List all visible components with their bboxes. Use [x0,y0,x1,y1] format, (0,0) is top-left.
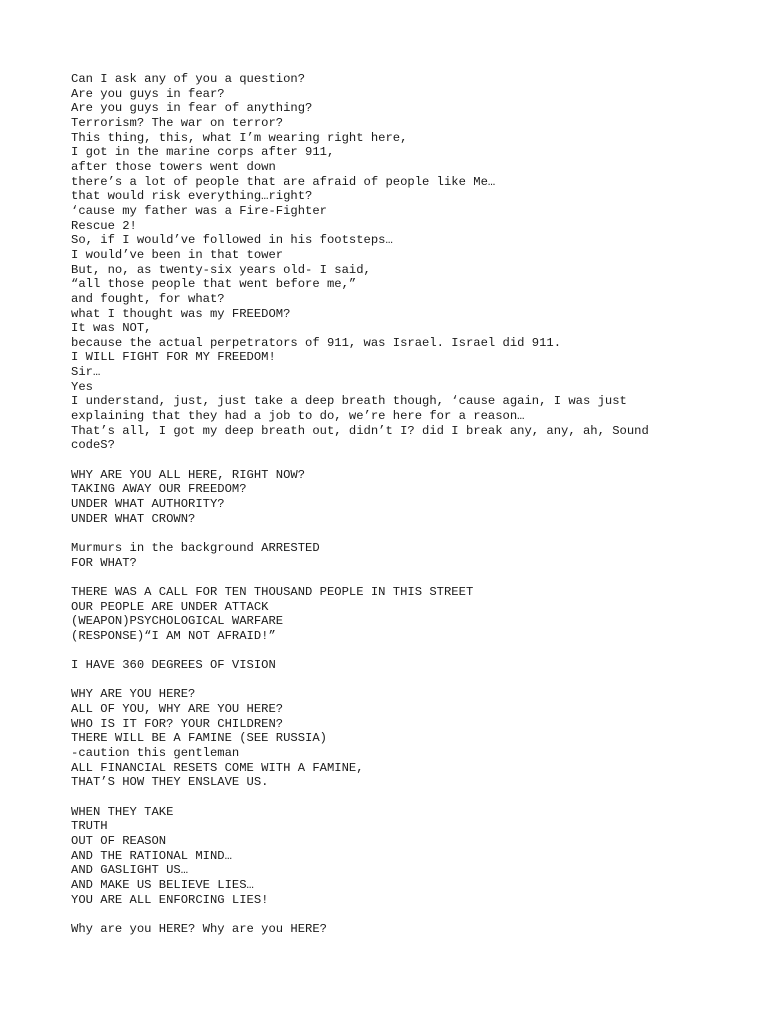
text-line: I understand, just, just take a deep breath though, ‘cause again, I was just [71,394,627,409]
blank-line [71,526,711,541]
text-line: It was NOT, [71,321,152,336]
text-line: THERE WILL BE A FAMINE (SEE RUSSIA) [71,731,327,746]
text-line: ‘cause my father was a Fire-Fighter [71,203,327,218]
blank-line [71,570,711,585]
text-line: Sir… [71,365,101,380]
text-line: Are you guys in fear? [71,86,225,101]
text-line: WHO IS IT FOR? YOUR CHILDREN? [71,716,284,731]
text-line: I would’ve been in that tower [71,247,284,262]
text-line: Yes [71,379,93,394]
text-line: Murmurs in the background ARRESTED [71,540,320,555]
text-line: what I thought was my FREEDOM? [71,306,291,321]
text-line: because the actual perpetrators of 911, was Israel. Israel did 911. [71,335,562,350]
text-line: OUT OF REASON [71,834,167,849]
blank-line [71,644,711,659]
text-line: I WILL FIGHT FOR MY FREEDOM! [71,350,276,365]
text-line: Terrorism? The war on terror? [71,115,284,130]
text-line: That’s all, I got my deep breath out, didn’t I? did I break any, any, ah, Sound [71,423,649,438]
text-line: WHEN THEY TAKE [71,804,174,819]
text-line: Why are you HERE? Why are you HERE? [71,921,327,936]
text-line: and fought, for what? [71,291,225,306]
blank-line [71,673,711,688]
text-line: I got in the marine corps after 911, [71,145,335,160]
text-line: ALL FINANCIAL RESETS COME WITH A FAMINE, [71,760,364,775]
text-line: But, no, as twenty-six years old- I said, [71,262,371,277]
text-line: (RESPONSE)“I AM NOT AFRAID!” [71,628,276,643]
text-line: YOU ARE ALL ENFORCING LIES! [71,892,269,907]
text-line: This thing, this, what I’m wearing right here, [71,130,408,145]
blank-line [71,907,711,922]
text-line: “all those people that went before me,” [71,277,357,292]
text-line: OUR PEOPLE ARE UNDER ATTACK [71,599,269,614]
text-line: AND MAKE US BELIEVE LIES… [71,878,254,892]
text-line: Can I ask any of you a question? [71,72,306,86]
text-line: WHY ARE YOU HERE? [71,687,196,702]
text-line: there’s a lot of people that are afraid of people like Me… [71,174,496,189]
text-line: explaining that they had a job to do, we’re here for a reason… [71,409,525,424]
text-line: Rescue 2! [71,218,137,233]
text-line: ALL OF YOU, WHY ARE YOU HERE? [71,702,284,717]
text-line: AND GASLIGHT US… [71,863,189,878]
text-line: WHY ARE YOU ALL HERE, RIGHT NOW? [71,467,306,482]
text-line: Are you guys in fear of anything? [71,101,313,116]
text-line: AND THE RATIONAL MIND… [71,848,232,863]
text-line: FOR WHAT? [71,555,137,570]
text-line: (WEAPON)PSYCHOLOGICAL WARFARE [71,614,284,629]
text-line: TAKING AWAY OUR FREEDOM? [71,482,247,497]
text-line: UNDER WHAT CROWN? [71,511,196,526]
text-line: -caution this gentleman [71,746,240,761]
text-line: that would risk everything…right? [71,189,313,204]
transcript-text-block [71,72,711,937]
text-line: after those towers went down [71,159,276,174]
text-line: I HAVE 360 DEGREES OF VISION [71,658,276,673]
blank-line [71,453,711,468]
text-line: UNDER WHAT AUTHORITY? [71,497,225,512]
text-line: TRUTH [71,819,108,834]
blank-line [71,790,711,805]
text-line: THERE WAS A CALL FOR TEN THOUSAND PEOPLE IN THIS STREET [71,584,474,599]
text-line: So, if I would’ve followed in his footsteps… [71,233,393,248]
text-line: codeS? [71,438,115,453]
text-line: THAT’S HOW THEY ENSLAVE US. [71,775,269,790]
